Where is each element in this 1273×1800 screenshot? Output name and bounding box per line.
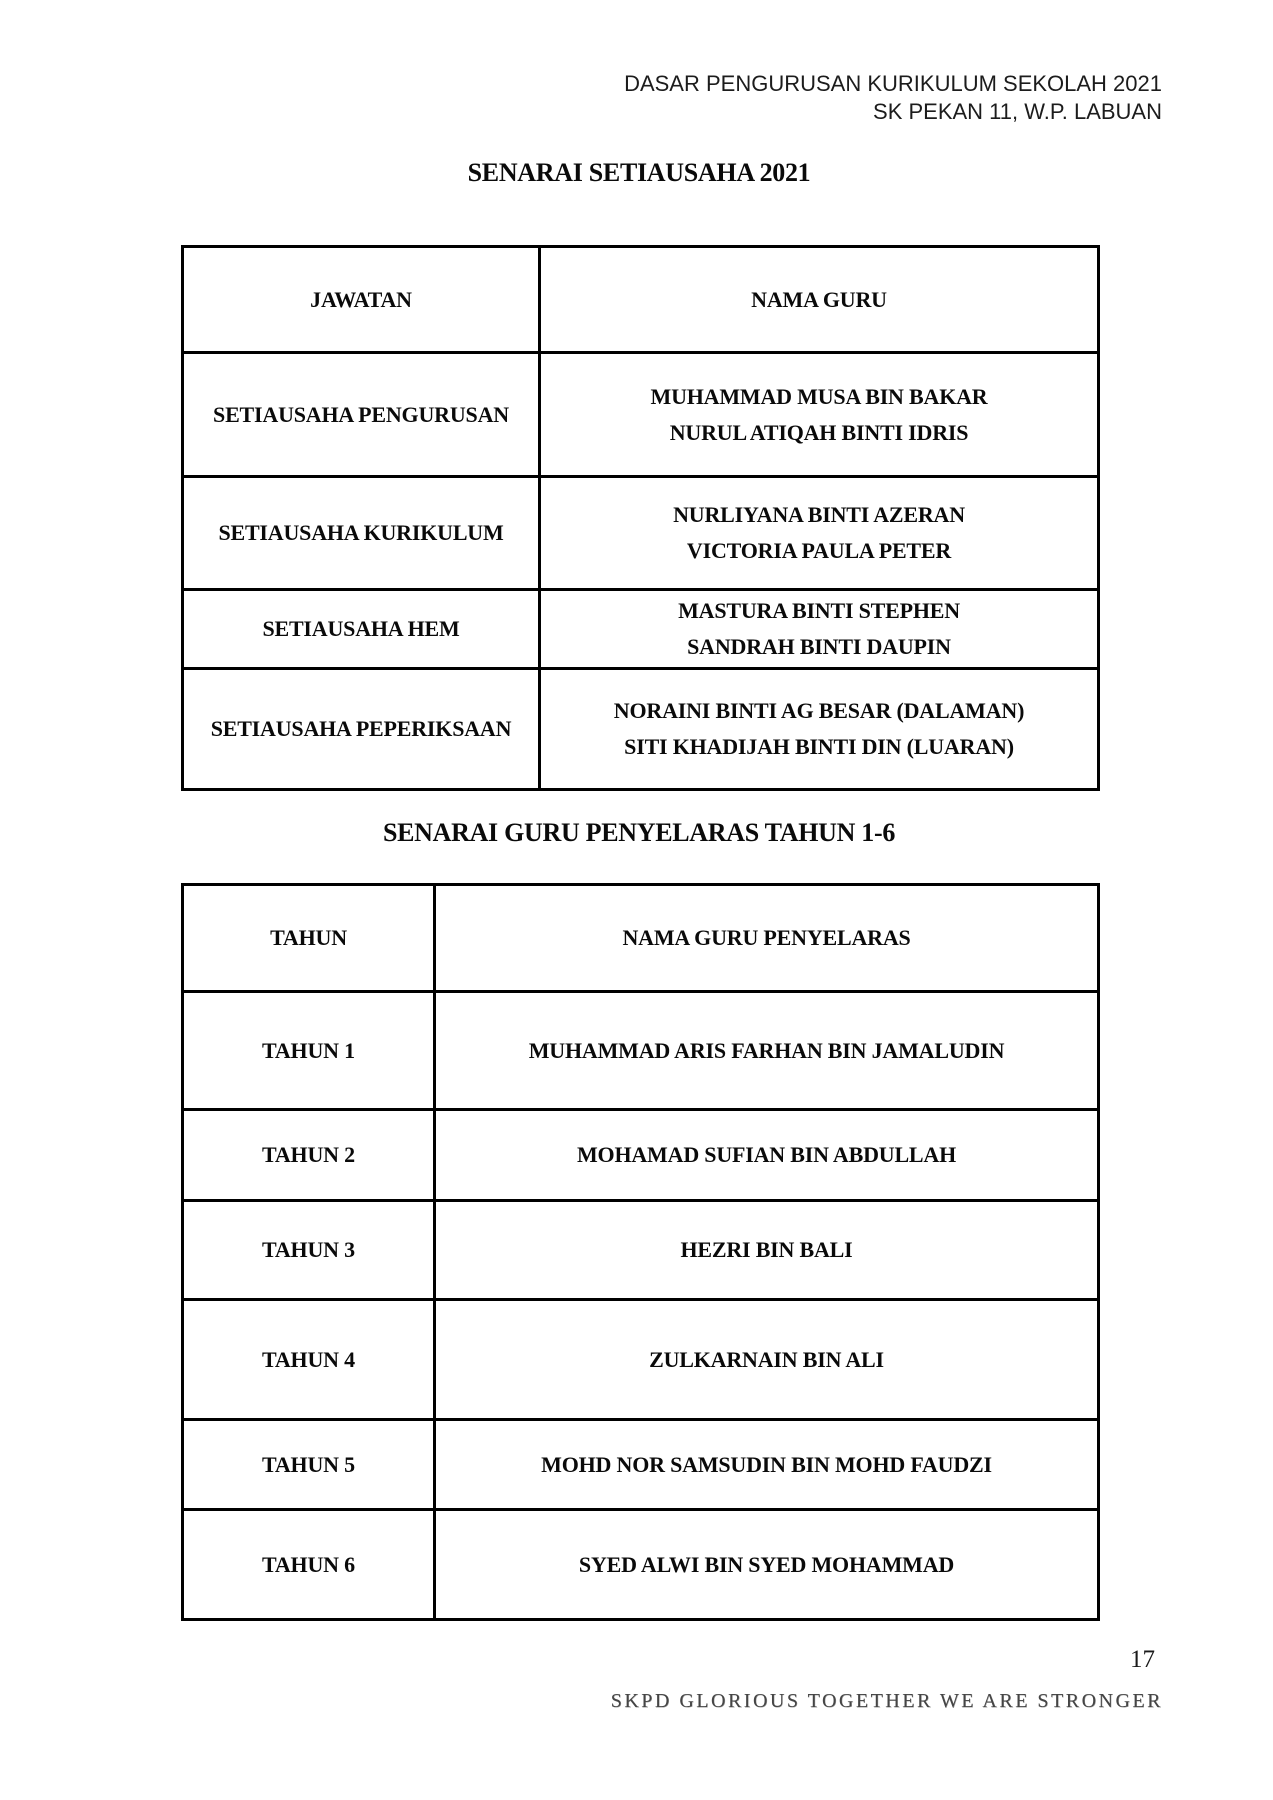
penyelaras-name: MUHAMMAD ARIS FARHAN BIN JAMALUDIN xyxy=(528,1037,1005,1063)
guru-name: VICTORIA PAULA PETER xyxy=(686,538,952,563)
document-header xyxy=(624,70,1162,126)
guru-name: NORAINI BINTI AG BESAR (DALAMAN) xyxy=(613,698,1025,723)
penyelaras-name: MOHAMAD SUFIAN BIN ABDULLAH xyxy=(576,1142,956,1167)
cell-tahun xyxy=(183,1201,435,1300)
cell-tahun xyxy=(183,1300,435,1420)
table-row xyxy=(183,992,1099,1110)
cell-nama-guru xyxy=(540,669,1099,790)
school-motto: SKPD GLORIOUS TOGETHER WE ARE STRONGER xyxy=(610,1690,1163,1712)
cell-penyelaras-name xyxy=(435,1420,1099,1510)
tahun-label: TAHUN 4 xyxy=(262,1346,355,1372)
table-row xyxy=(183,1300,1099,1420)
penyelaras-name: MOHD NOR SAMSUDIN BIN MOHD FAUDZI xyxy=(541,1451,992,1477)
table-row xyxy=(183,1420,1099,1510)
cell-tahun xyxy=(183,992,435,1110)
header-line-1: DASAR PENGURUSAN KURIKULUM SEKOLAH 2021 xyxy=(624,71,1162,96)
guru-name: NURLIYANA BINTI AZERAN xyxy=(673,502,965,527)
cell-nama-guru xyxy=(540,353,1099,477)
cell-penyelaras-name xyxy=(435,992,1099,1110)
table-row xyxy=(183,477,1099,590)
jawatan-label: SETIAUSAHA PEPERIKSAAN xyxy=(210,716,512,741)
cell-tahun xyxy=(183,1420,435,1510)
table-header-row xyxy=(183,885,1099,992)
table-header-row xyxy=(183,247,1099,353)
guru-name: MUHAMMAD MUSA BIN BAKAR xyxy=(650,383,988,409)
cell-jawatan xyxy=(183,353,540,477)
table-row xyxy=(183,353,1099,477)
penyelaras-name: ZULKARNAIN BIN ALI xyxy=(649,1346,884,1372)
guru-name: NURUL ATIQAH BINTI IDRIS xyxy=(669,419,969,445)
jawatan-label: SETIAUSAHA KURIKULUM xyxy=(218,520,504,545)
tahun-label: TAHUN 2 xyxy=(262,1142,355,1167)
column-header-nama-guru-penyelaras: NAMA GURU PENYELARAS xyxy=(435,885,1099,992)
cell-tahun xyxy=(183,1110,435,1201)
cell-penyelaras-name xyxy=(435,1110,1099,1201)
column-header-nama-guru: NAMA GURU xyxy=(540,247,1099,353)
tahun-label: TAHUN 1 xyxy=(262,1037,355,1063)
tahun-label: TAHUN 5 xyxy=(262,1451,355,1477)
guru-name: SANDRAH BINTI DAUPIN xyxy=(687,634,951,659)
tahun-label: TAHUN 3 xyxy=(262,1237,355,1262)
guru-name: MASTURA BINTI STEPHEN xyxy=(678,598,960,623)
cell-penyelaras-name xyxy=(435,1300,1099,1420)
cell-penyelaras-name xyxy=(435,1510,1099,1620)
table-row xyxy=(183,1510,1099,1620)
cell-penyelaras-name xyxy=(435,1201,1099,1300)
section-title-setiausaha: SENARAI SETIAUSAHA 2021 xyxy=(467,158,811,187)
table-row xyxy=(183,669,1099,790)
cell-jawatan xyxy=(183,669,540,790)
table-row xyxy=(183,1201,1099,1300)
jawatan-label: SETIAUSAHA PENGURUSAN xyxy=(213,401,509,427)
penyelaras-name: HEZRI BIN BALI xyxy=(680,1237,853,1262)
table-row xyxy=(183,1110,1099,1201)
penyelaras-name: SYED ALWI BIN SYED MOHAMMAD xyxy=(578,1551,955,1577)
table-row xyxy=(183,590,1099,669)
tahun-label: TAHUN 6 xyxy=(262,1551,355,1577)
cell-jawatan xyxy=(183,590,540,669)
column-header-jawatan: JAWATAN xyxy=(183,247,540,353)
penyelaras-table xyxy=(181,883,1100,1621)
section-title-penyelaras: SENARAI GURU PENYELARAS TAHUN 1-6 xyxy=(382,818,896,847)
header-line-2: SK PEKAN 11, W.P. LABUAN xyxy=(873,99,1162,124)
cell-jawatan xyxy=(183,477,540,590)
jawatan-label: SETIAUSAHA HEM xyxy=(262,616,460,641)
cell-tahun xyxy=(183,1510,435,1620)
cell-nama-guru xyxy=(540,590,1099,669)
setiausaha-table xyxy=(181,245,1100,791)
guru-name: SITI KHADIJAH BINTI DIN (LUARAN) xyxy=(624,734,1014,759)
page-number: 17 xyxy=(1130,1646,1155,1673)
cell-nama-guru xyxy=(540,477,1099,590)
column-header-tahun: TAHUN xyxy=(183,885,435,992)
